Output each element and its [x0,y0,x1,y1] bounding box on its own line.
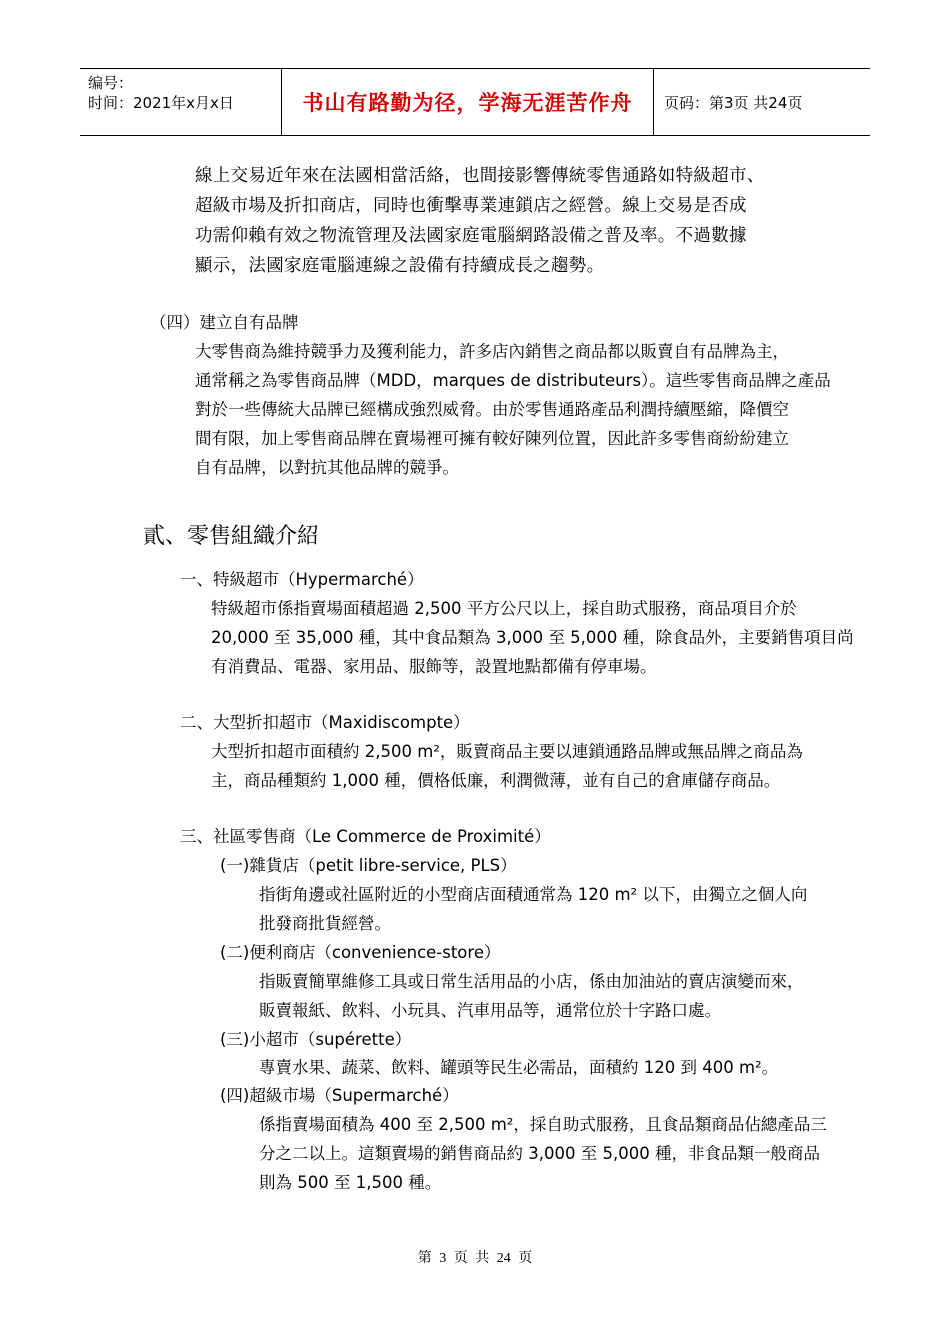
item-title: 三、社區零售商（Le Commerce de Proximité） [180,827,551,846]
paragraph-line: 20,000 至 35,000 種，其中食品類為 3,000 至 5,000 種，除食品外，主要銷售項目尚 [211,628,854,647]
paragraph-line: 大型折扣超市面積約 2,500 m²，販賣商品主要以連鎖通路品牌或無品牌之商品為 [211,742,803,761]
item-title: 二、大型折扣超市（Maxidiscompte） [180,713,470,732]
subitem-heading [220,1025,411,1054]
number-label: 编号： [88,74,134,92]
paragraph-line: 間有限，加上零售商品牌在賣場裡可擁有較好陳列位置，因此許多零售商紛紛建立 [195,429,789,448]
header-page-label: 页码：第3页 共24页 [664,93,803,112]
paragraph-line: 顯示，法國家庭電腦連線之設備有持續成長之趨勢。 [195,256,605,276]
subitem-heading [220,851,517,880]
paragraph-line: 線上交易近年來在法國相當活絡，也間接影響傳統零售通路如特級超市、 [195,166,765,186]
paragraph-line: 則為 500 至 1,500 種。 [259,1173,442,1192]
subitem-paragraph [259,1110,827,1197]
subitem-title: (二)便利商店（convenience-store） [220,943,501,962]
paragraph-line: 專賣水果、蔬菜、飲料、罐頭等民生必需品，面積約 120 到 400 m²。 [259,1058,779,1077]
paragraph-line: 對於一些傳統大品牌已經構成強烈威脅。由於零售通路產品利潤持續壓縮，降價空 [195,400,789,419]
paragraph-line: 通常稱之為零售商品牌（MDD，marques de distributeurs）。這些零售商品牌之產品 [195,371,831,390]
subitem-paragraph [259,967,804,1025]
item-heading [180,708,470,737]
paragraph-line: 有消費品、電器、家用品、服飾等，設置地點都備有停車場。 [211,657,657,676]
paragraph-line: 主，商品種類約 1,000 種，價格低廉，利潤微薄，並有自己的倉庫儲存商品。 [211,771,781,790]
paragraph-line: 分之二以上。這類賣場的銷售商品約 3,000 至 5,000 種，非食品類一般商品 [259,1144,820,1163]
item-heading [180,565,424,594]
chapter-heading [143,522,319,552]
subitem-title: (一)雜貨店（petit libre-service, PLS） [220,856,517,875]
section-paragraph [195,337,831,482]
paragraph-line: 自有品牌，以對抗其他品牌的競爭。 [195,458,459,477]
paragraph-line: 指販賣簡單維修工具或日常生活用品的小店，係由加油站的賣店演變而來， [259,972,804,991]
intro-paragraph [195,161,765,281]
paragraph-line: 特級超市係指賣場面積超過 2,500 平方公尺以上，採自助式服務，商品項目介於 [211,599,797,618]
page-footer: 第 3 页 共 24 页 [417,1251,533,1266]
subitem-title: (四)超級市場（Supermarché） [220,1086,459,1105]
item-paragraph [211,737,803,795]
section-heading [150,308,299,337]
subitem-heading [220,938,500,967]
item-title: 一、特級超市（Hypermarché） [180,570,424,589]
section-title: （四）建立自有品牌 [150,313,299,332]
paragraph-line: 販賣報紙、飲料、小玩具、汽車用品等，通常位於十字路口處。 [259,1001,721,1020]
item-heading [180,822,551,851]
page-header [80,68,870,136]
item-paragraph [211,594,854,681]
paragraph-line: 大零售商為維持競爭力及獲利能力，許多店內銷售之商品都以販賣自有品牌為主， [195,342,789,361]
header-meta [80,69,282,135]
subitem-paragraph [259,880,807,938]
paragraph-line: 批發商批貨經營。 [259,914,391,933]
paragraph-line: 功需仰賴有效之物流管理及法國家庭電腦網路設備之普及率。不過數據 [195,226,747,246]
chapter-title: 貳、零售組織介紹 [143,524,320,549]
date-label: 时间：2021年x月x日 [88,94,234,112]
paragraph-line: 指街角邊或社區附近的小型商店面積通常為 120 m² 以下，由獨立之個人向 [259,885,808,904]
paragraph-line: 超級市場及折扣商店，同時也衝擊專業連鎖店之經營。線上交易是否成 [195,196,747,216]
paragraph-line: 係指賣場面積為 400 至 2,500 m²，採自助式服務，且食品類商品佔總產品三 [259,1115,827,1134]
header-motto: 书山有路勤为径，学海无涯苦作舟 [282,69,654,135]
subitem-title: (三)小超市（supérette） [220,1030,412,1049]
subitem-heading [220,1081,459,1110]
subitem-paragraph [259,1053,778,1082]
